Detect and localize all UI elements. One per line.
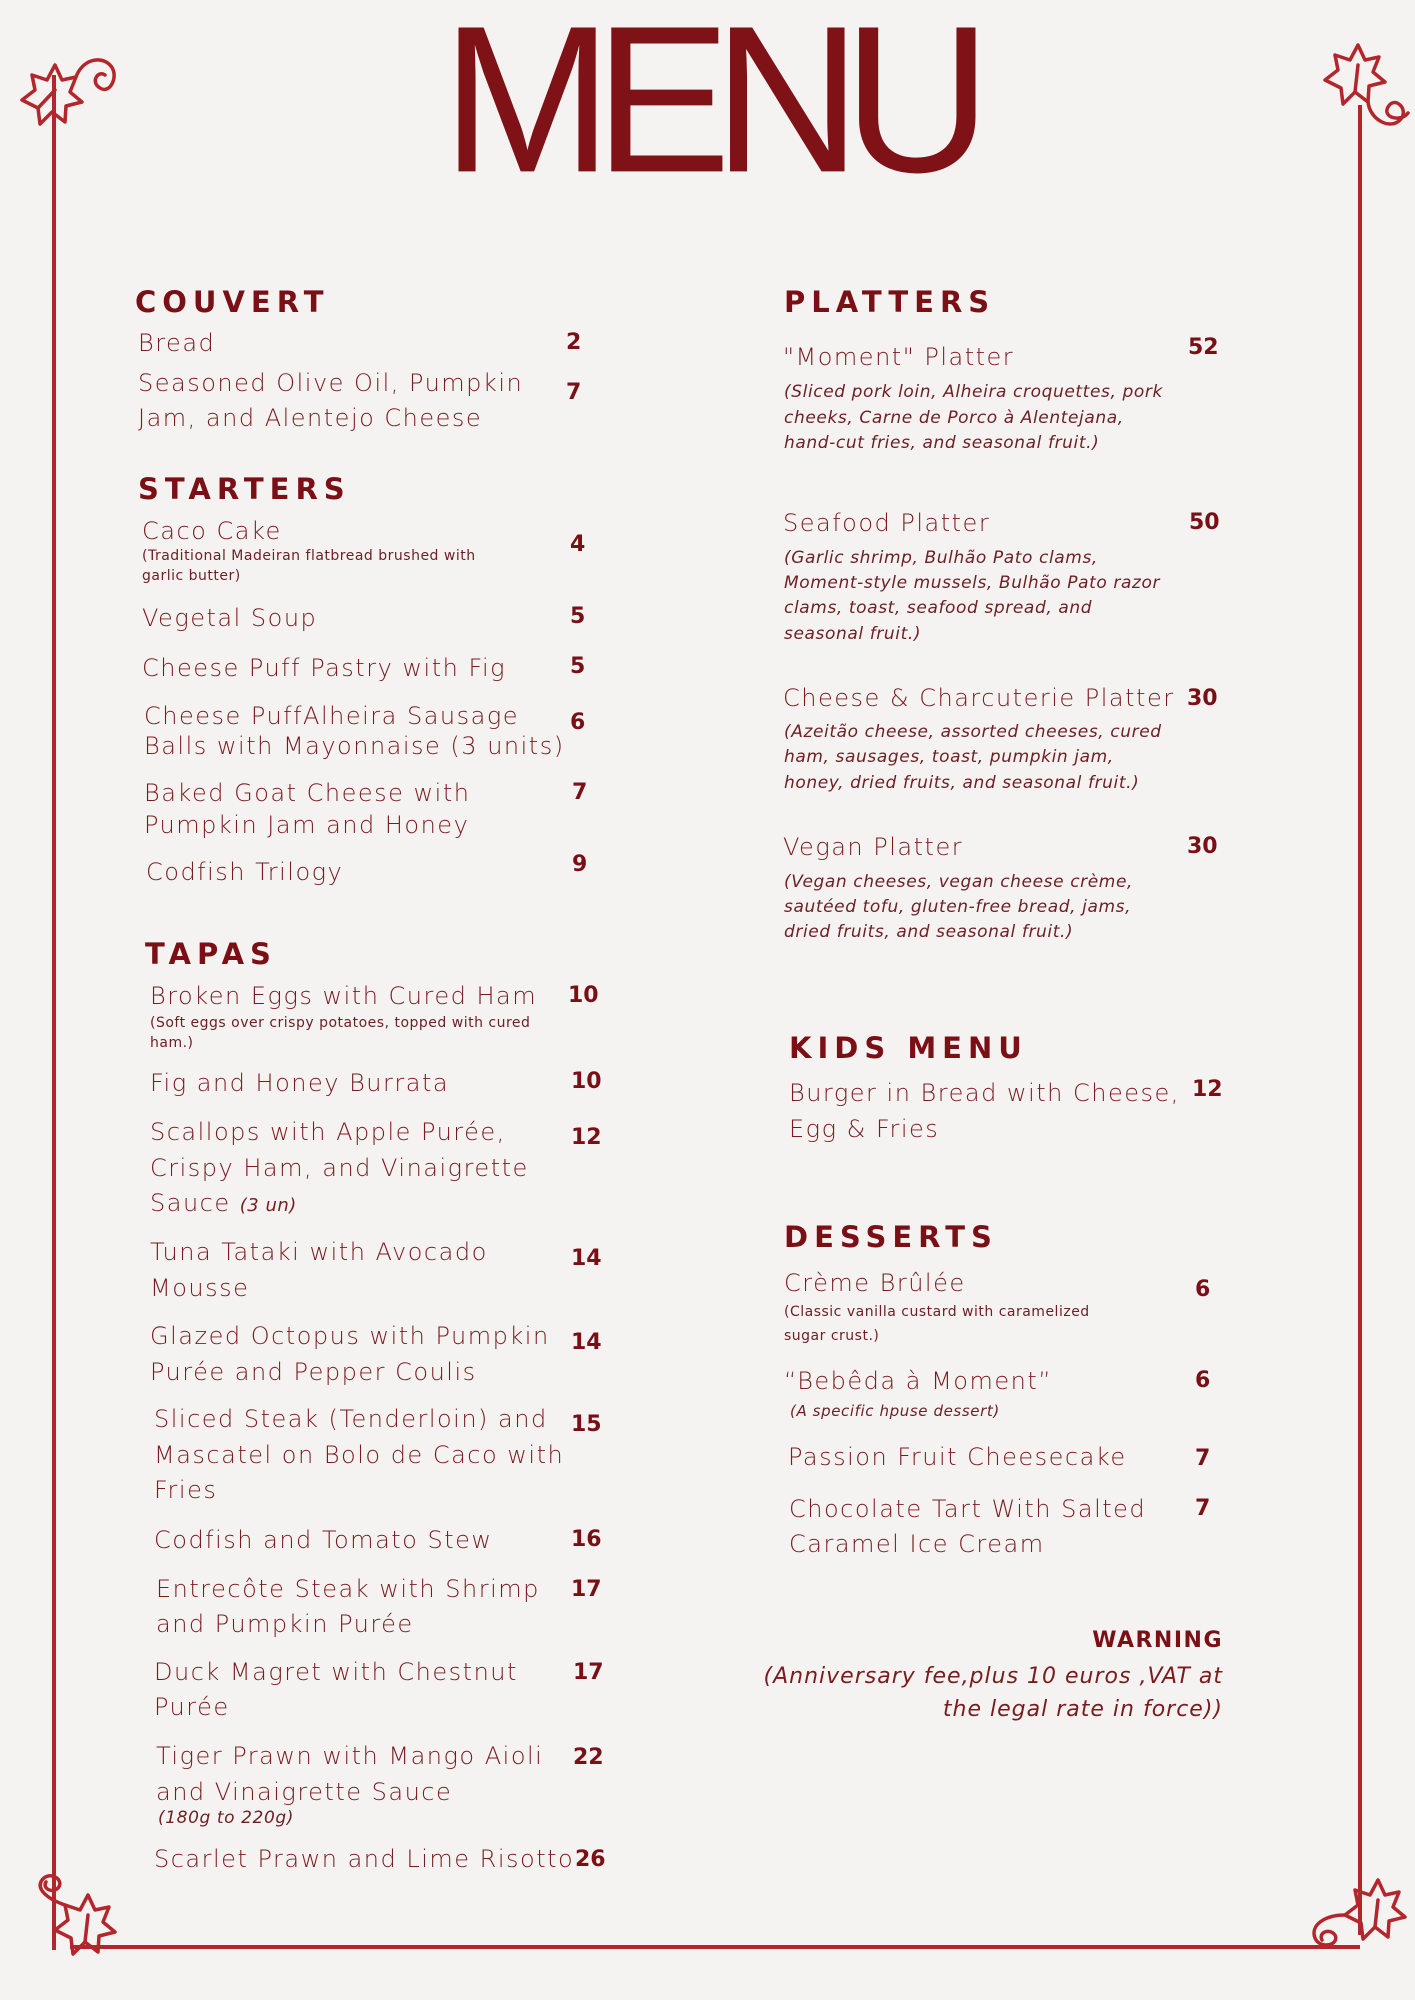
section-title-platters: PLATTERS (784, 285, 996, 319)
menu-item-name: Codfish Trilogy (146, 858, 344, 886)
menu-item-price: 26 (575, 1847, 606, 1872)
menu-item-name: Pumpkin Jam and Honey (144, 811, 470, 839)
section-title-tapas: TAPAS (145, 937, 277, 971)
menu-item-name: Crispy Ham, and Vinaigrette (150, 1154, 529, 1182)
menu-item-name: Codfish and Tomato Stew (154, 1526, 493, 1554)
menu-item-name: Baked Goat Cheese with (144, 779, 471, 807)
menu-item-name: Bread (138, 329, 216, 357)
menu-item-name: Chocolate Tart With Salted (789, 1495, 1147, 1523)
menu-item-name: Seafood Platter (783, 509, 991, 537)
menu-item-price: 6 (1195, 1277, 1211, 1302)
grape-leaf-icon (1300, 1860, 1410, 1970)
menu-item-description: (Sliced pork loin, Alheira croquettes, pork (784, 382, 1163, 402)
menu-item-description: clams, toast, seafood spread, and (784, 598, 1093, 618)
menu-item-description: seasonal fruit.) (784, 624, 922, 644)
menu-item-description: sugar crust.) (784, 1328, 880, 1344)
menu-item-price: 2 (566, 330, 582, 355)
warning-title: WARNING (1092, 1628, 1223, 1653)
menu-item-name: Mousse (150, 1274, 250, 1302)
menu-item-name: Vegan Platter (783, 833, 964, 861)
grape-leaf-icon (30, 1870, 140, 1980)
menu-item-price: 6 (1195, 1368, 1211, 1393)
menu-item-price: 4 (570, 532, 586, 557)
menu-item-name: Scallops with Apple Purée, (150, 1118, 506, 1146)
menu-item-name: Entrecôte Steak with Shrimp (156, 1575, 540, 1603)
menu-item-name: Fries (154, 1476, 218, 1504)
menu-item-name: Sauce (3 un) (150, 1189, 297, 1217)
menu-item-description: garlic butter) (142, 568, 241, 584)
menu-item-name: Balls with Mayonnaise (3 units) (144, 732, 565, 760)
menu-item-description: sautéed tofu, gluten-free bread, jams, (784, 897, 1132, 917)
menu-item-name: Broken Eggs with Cured Ham (150, 982, 538, 1010)
menu-item-name: Cheese PuffAlheira Sausage (144, 702, 520, 730)
menu-item-price: 5 (570, 654, 586, 679)
menu-item-name: Vegetal Soup (142, 604, 318, 632)
menu-item-name: Tuna Tataki with Avocado (150, 1238, 488, 1266)
menu-item-price: 6 (570, 710, 586, 735)
menu-item-name: Caco Cake (142, 517, 282, 545)
menu-item-description: (Classic vanilla custard with caramelized (784, 1304, 1090, 1320)
menu-item-price: 14 (571, 1246, 602, 1271)
section-title-kids-menu: KIDS MENU (789, 1031, 1028, 1065)
menu-item-name: Purée (154, 1693, 230, 1721)
warning-line: the legal rate in force)) (942, 1697, 1223, 1722)
menu-item-name: and Pumpkin Purée (156, 1610, 414, 1638)
menu-item-name: Fig and Honey Burrata (150, 1069, 450, 1097)
menu-item-price: 50 (1189, 510, 1220, 535)
menu-item-price: 5 (570, 604, 586, 629)
menu-item-name: Glazed Octopus with Pumpkin (150, 1322, 550, 1350)
menu-item-description: Moment-style mussels, Bulhão Pato razor (784, 573, 1161, 593)
menu-item-description: dried fruits, and seasonal fruit.) (784, 922, 1074, 942)
menu-item-description: (Vegan cheeses, vegan cheese crème, (784, 872, 1134, 892)
menu-item-name: Sliced Steak (Tenderloin) and (154, 1405, 548, 1433)
menu-item-price: 30 (1187, 686, 1218, 711)
menu-item-price: 10 (568, 983, 599, 1008)
menu-item-note: (3 un) (239, 1195, 297, 1216)
menu-item-description: honey, dried fruits, and seasonal fruit.) (784, 773, 1140, 793)
menu-item-price: 9 (572, 852, 588, 877)
menu-item-description: ham, sausages, toast, pumpkin jam, (784, 747, 1114, 767)
menu-item-price: 7 (1195, 1496, 1211, 1521)
menu-item-name: Crème Brûlée (784, 1269, 966, 1297)
section-title-desserts: DESSERTS (784, 1220, 998, 1254)
frame-left-line (52, 75, 56, 1950)
menu-item-name: "Moment" Platter (783, 343, 1015, 371)
warning-line: (Anniversary fee,plus 10 euros ,VAT at (763, 1664, 1223, 1689)
menu-item-name: and Vinaigrette Sauce (156, 1778, 453, 1806)
menu-item-price: 22 (573, 1745, 604, 1770)
warning-text (763, 1660, 1223, 1726)
frame-bottom-line (70, 1945, 1360, 1949)
section-title-starters: STARTERS (138, 472, 351, 506)
menu-item-description: hand-cut fries, and seasonal fruit.) (784, 433, 1100, 453)
menu-item-name: Passion Fruit Cheesecake (788, 1443, 1127, 1471)
menu-item-price: 30 (1187, 834, 1218, 859)
menu-item-name: Duck Magret with Chestnut (154, 1658, 518, 1686)
menu-item-description: (Azeitão cheese, assorted cheeses, cured (784, 722, 1162, 742)
menu-item-description: (Traditional Madeiran flatbread brushed with (142, 548, 476, 564)
menu-item-name: Burger in Bread with Cheese, (789, 1079, 1180, 1107)
menu-item-name: Scarlet Prawn and Lime Risotto (154, 1845, 575, 1873)
menu-item-name: “Bebêda à Moment” (784, 1367, 1053, 1395)
menu-item-description: ham.) (150, 1035, 194, 1051)
menu-item-price: 12 (571, 1125, 602, 1150)
menu-item-name: Caramel Ice Cream (789, 1530, 1045, 1558)
menu-item-price: 15 (571, 1412, 602, 1437)
menu-item-price: 7 (566, 380, 582, 405)
menu-item-price: 7 (572, 780, 588, 805)
menu-item-name: Seasoned Olive Oil, Pumpkin (138, 369, 524, 397)
section-title-couvert: COUVERT (135, 285, 330, 319)
menu-item-price: 17 (571, 1577, 602, 1602)
menu-item-name: Egg & Fries (789, 1115, 940, 1143)
menu-item-description: cheeks, Carne de Porco à Alentejana, (784, 408, 1124, 428)
menu-item-price: 10 (571, 1069, 602, 1094)
menu-item-price: 12 (1192, 1077, 1223, 1102)
page-title: MENU (441, 0, 974, 217)
menu-item-description: (Garlic shrimp, Bulhão Pato clams, (784, 548, 1098, 568)
frame-right-line (1358, 105, 1362, 1935)
menu-item-description: (Soft eggs over crispy potatoes, topped with cured (150, 1015, 531, 1031)
menu-item-name: Mascatel on Bolo de Caco with (154, 1441, 565, 1469)
menu-item-price: 17 (573, 1660, 604, 1685)
menu-item-note: (180g to 220g) (158, 1808, 295, 1828)
menu-item-price: 14 (571, 1330, 602, 1355)
menu-item-name: Tiger Prawn with Mango Aioli (156, 1742, 544, 1770)
menu-item-price: 7 (1195, 1446, 1211, 1471)
menu-item-name: Cheese Puff Pastry with Fig (142, 654, 507, 682)
menu-item-name: Purée and Pepper Coulis (150, 1358, 477, 1386)
menu-item-description: (A specific hpuse dessert) (790, 1402, 1000, 1420)
menu-item-price: 16 (571, 1527, 602, 1552)
menu-item-price: 52 (1188, 335, 1219, 360)
menu-item-name: Cheese & Charcuterie Platter (783, 684, 1175, 712)
menu-item-name: Jam, and Alentejo Cheese (138, 404, 483, 432)
